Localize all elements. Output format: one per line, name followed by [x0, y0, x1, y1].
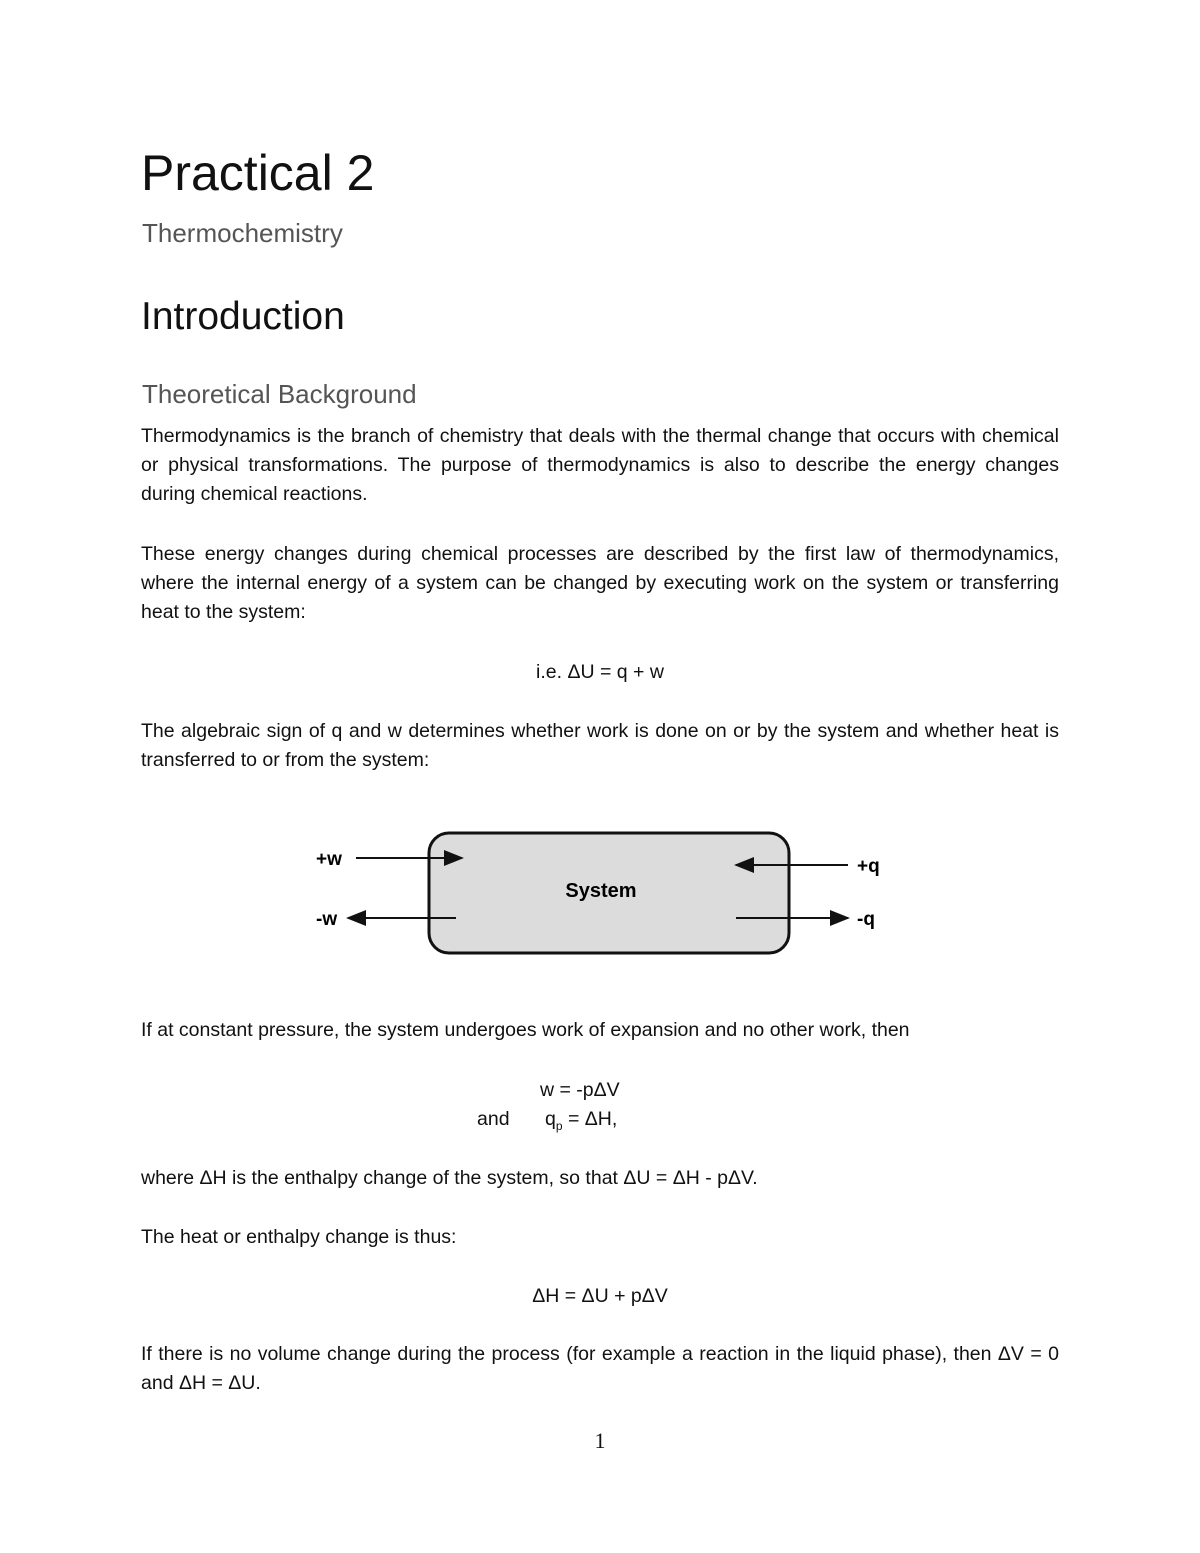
heat-rhs: = ΔH,	[562, 1108, 618, 1130]
paragraph-no-volume-change: If there is no volume change during the process (for example a reaction in the liquid phase), then ΔV = 0 and ΔH = ΔU.	[141, 1343, 1059, 1394]
equation-work: w = -pΔV	[540, 1079, 620, 1101]
page-number: 1	[594, 1428, 606, 1453]
minus-q-label: -q	[857, 909, 875, 930]
paragraph-first-law: These energy changes during chemical processes are described by the first law of thermodynamics, where the internal energy of a system can be changed by executing work on the system or transferring heat to the system:	[141, 543, 1059, 623]
system-diagram	[300, 820, 900, 970]
paragraph-enthalpy-definition: where ΔH is the enthalpy change of the system, so that ΔU = ΔH - pΔV.	[141, 1167, 758, 1189]
subsection-heading: Theoretical Background	[142, 379, 417, 409]
system-label: System	[565, 880, 637, 902]
minus-w-label: -w	[316, 909, 338, 930]
paragraph-sign-convention: The algebraic sign of q and w determines whether work is done on or by the system and whether heat is transferred to or from the system:	[141, 720, 1059, 771]
heat-subscript: p	[555, 1118, 563, 1133]
paragraph-constant-pressure: If at constant pressure, the system undergoes work of expansion and no other work, then	[141, 1019, 910, 1041]
plus-w-label: +w	[316, 849, 342, 870]
heat-q: q	[545, 1108, 556, 1130]
section-heading: Introduction	[141, 295, 345, 338]
paragraph-thermodynamics: Thermodynamics is the branch of chemistry that deals with the thermal change that occurs with chemical or physical transformations. The purpose of thermodynamics is also to describe the energy changes during chemical reactions.	[141, 425, 1059, 505]
page-title: Practical 2	[141, 145, 375, 201]
equation-first-law: i.e. ΔU = q + w	[536, 661, 664, 683]
paragraph-heat-change: The heat or enthalpy change is thus:	[141, 1226, 457, 1248]
equation-enthalpy: ΔH = ΔU + pΔV	[532, 1285, 668, 1307]
plus-q-label: +q	[857, 856, 880, 877]
page-subtitle: Thermochemistry	[142, 218, 343, 248]
equation-heat	[545, 1105, 617, 1141]
equation-and-label: and	[477, 1108, 510, 1130]
